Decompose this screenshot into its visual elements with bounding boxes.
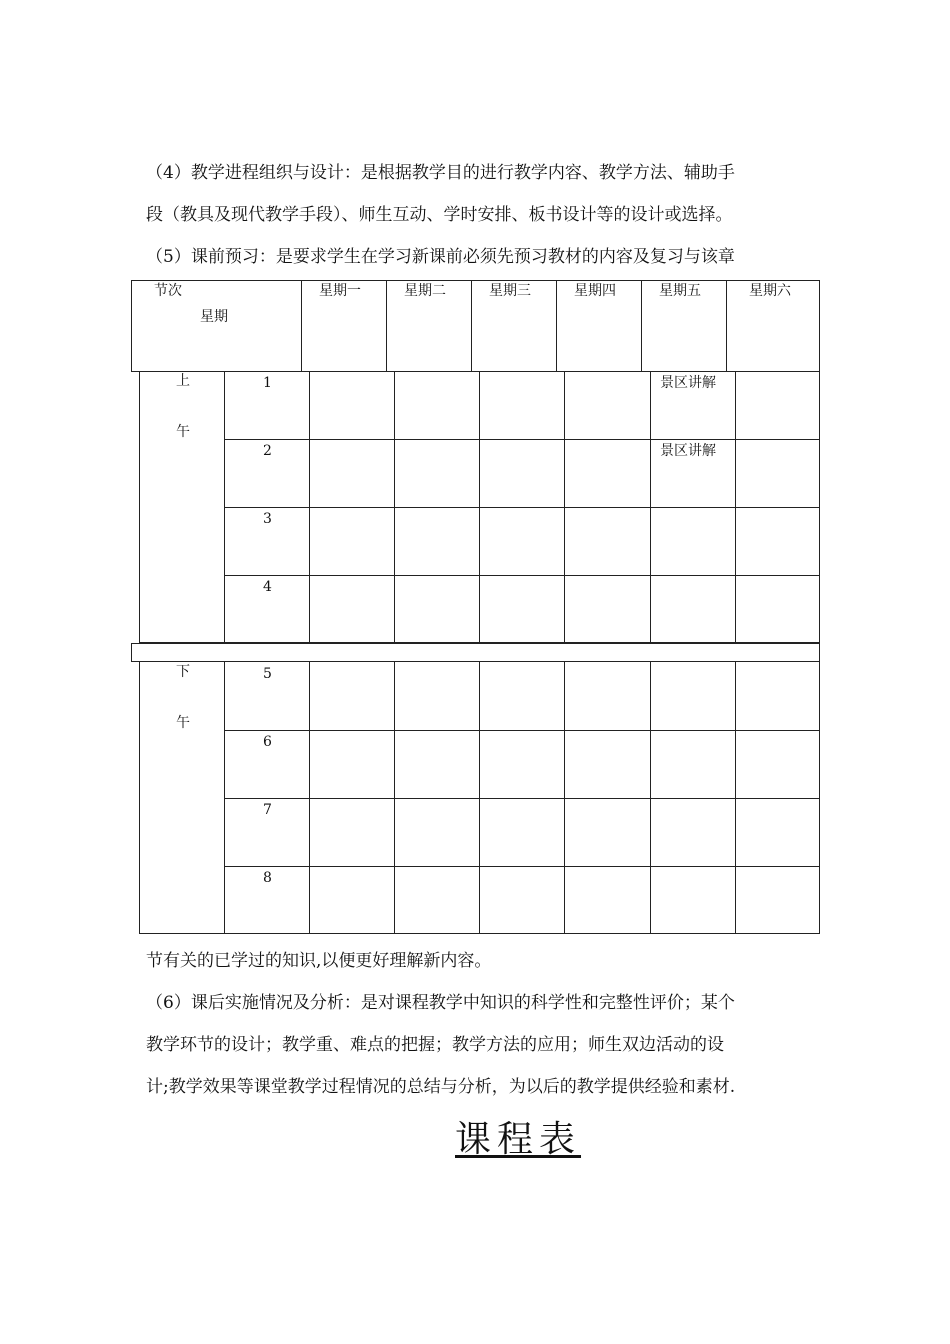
period-3: 3 bbox=[263, 511, 272, 527]
period-8: 8 bbox=[263, 870, 272, 886]
morning-label-top: 上 bbox=[176, 373, 190, 389]
day-header-wed: 星期三 bbox=[489, 283, 531, 299]
day-header-thu: 星期四 bbox=[574, 283, 616, 299]
paragraph-line-6: 教学环节的设计；教学重、难点的把握；教学方法的应用；师生双边活动的设 bbox=[146, 1035, 724, 1055]
period-7: 7 bbox=[263, 802, 272, 818]
paragraph-line-5: （6）课后实施情况及分析：是对课程教学中知识的科学性和完整性评价；某个 bbox=[146, 993, 735, 1013]
paragraph-line-4: 节有关的已学过的知识,以便更好理解新内容。 bbox=[146, 951, 492, 971]
schedule-header-table bbox=[131, 280, 820, 372]
day-header-fri: 星期五 bbox=[659, 283, 701, 299]
period-1: 1 bbox=[263, 375, 272, 391]
morning-label-bottom: 午 bbox=[176, 424, 190, 440]
period-6: 6 bbox=[263, 734, 272, 750]
day-header-tue: 星期二 bbox=[404, 283, 446, 299]
period-5: 5 bbox=[263, 666, 272, 682]
paragraph-line-7: 计;教学效果等课堂教学过程情况的总结与分析，为以后的教学提供经验和素材. bbox=[146, 1077, 736, 1097]
cell-p2-fri: 景区讲解 bbox=[660, 443, 716, 459]
midday-separator bbox=[131, 643, 820, 662]
paragraph-line-3: （5）课前预习：是要求学生在学习新课前必须先预习教材的内容及复习与该章 bbox=[146, 247, 735, 267]
corner-weekday-label: 星期 bbox=[200, 309, 228, 325]
day-header-mon: 星期一 bbox=[319, 283, 361, 299]
afternoon-label-bottom: 午 bbox=[176, 715, 190, 731]
schedule-title: 课程表 bbox=[455, 1119, 582, 1160]
afternoon-label-top: 下 bbox=[176, 664, 190, 680]
cell-p1-fri: 景区讲解 bbox=[660, 375, 716, 391]
paragraph-line-1: （4）教学进程组织与设计：是根据教学目的进行教学内容、教学方法、辅助手 bbox=[146, 163, 735, 183]
corner-period-label: 节次 bbox=[154, 283, 182, 299]
day-header-sat: 星期六 bbox=[749, 283, 791, 299]
period-2: 2 bbox=[263, 443, 272, 459]
period-4: 4 bbox=[263, 579, 272, 595]
paragraph-line-2: 段（教具及现代教学手段）、师生互动、学时安排、板书设计等的设计或选择。 bbox=[146, 205, 733, 225]
